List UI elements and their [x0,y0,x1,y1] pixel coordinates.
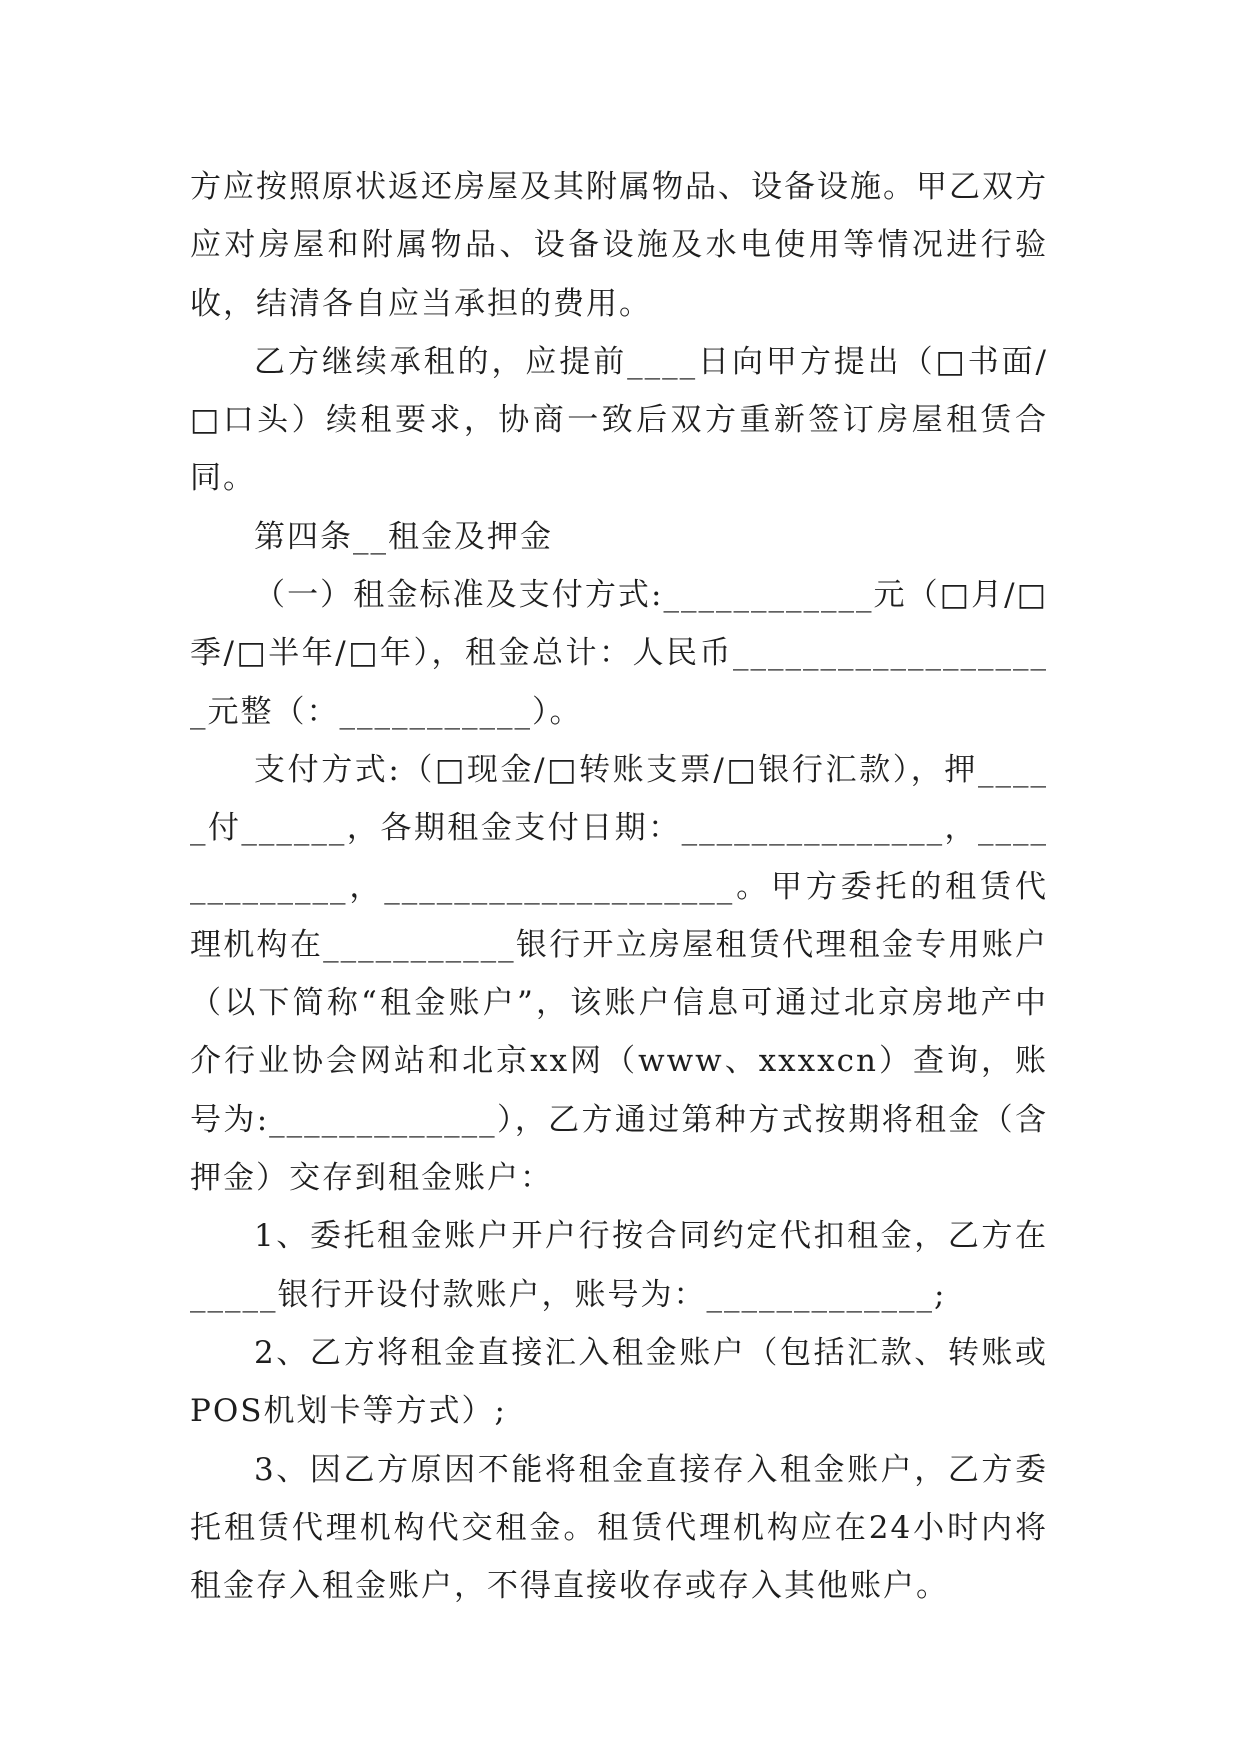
document-body [190,158,1048,1615]
list-item-2: 2、乙方将租金直接汇入租金账户（包括汇款、转账或POS机划卡等方式）; [190,1334,1048,1430]
list-item-1: 1、委托租金账户开户行按合同约定代扣租金，乙方在_____银行开设付款账户，账号为：_____________; [190,1218,1048,1313]
paragraph-return-house: 方应按照原状返还房屋及其附属物品、设备设施。甲乙双方应对房屋和附属物品、设备设施及水电使用等情况进行验收，结清各自应当承担的费用。 [190,169,1048,322]
paragraph-renewal: 乙方继续承租的，应提前____日向甲方提出（□书面/□口头）续租要求，协商一致后双方重新签订房屋租赁合同。 [190,343,1048,497]
article-4-heading: 第四条__租金及押金 [254,518,553,555]
paragraph-rent-standard: （一）租金标准及支付方式:____________元（□月/□季/□半年/□年），租金总计：人民币___________________元整（：___________）。 [190,577,1048,730]
list-item-3: 3、因乙方原因不能将租金直接存入租金账户，乙方委托租赁代理机构代交租金。租赁代理机构应在24小时内将租金存入租金账户，不得直接收存或存入其他账户。 [190,1451,1048,1605]
paragraph-payment-method: 支付方式:（□现金/□转账支票/□银行汇款），押_____付______，各期租金支付日期：_______________，_____________，____________________。甲方委托的租赁代理机构在___________银行开立房屋租赁代理租金专用账户（以下简称“租金账户”，该账户信息可通过北京房地产中介行业协会网站和北京xx网（www、xxxxcn）查询，账号为:_____________），乙方通过第种方式按期将租金（含押金）交存到租金账户： [190,751,1048,1197]
